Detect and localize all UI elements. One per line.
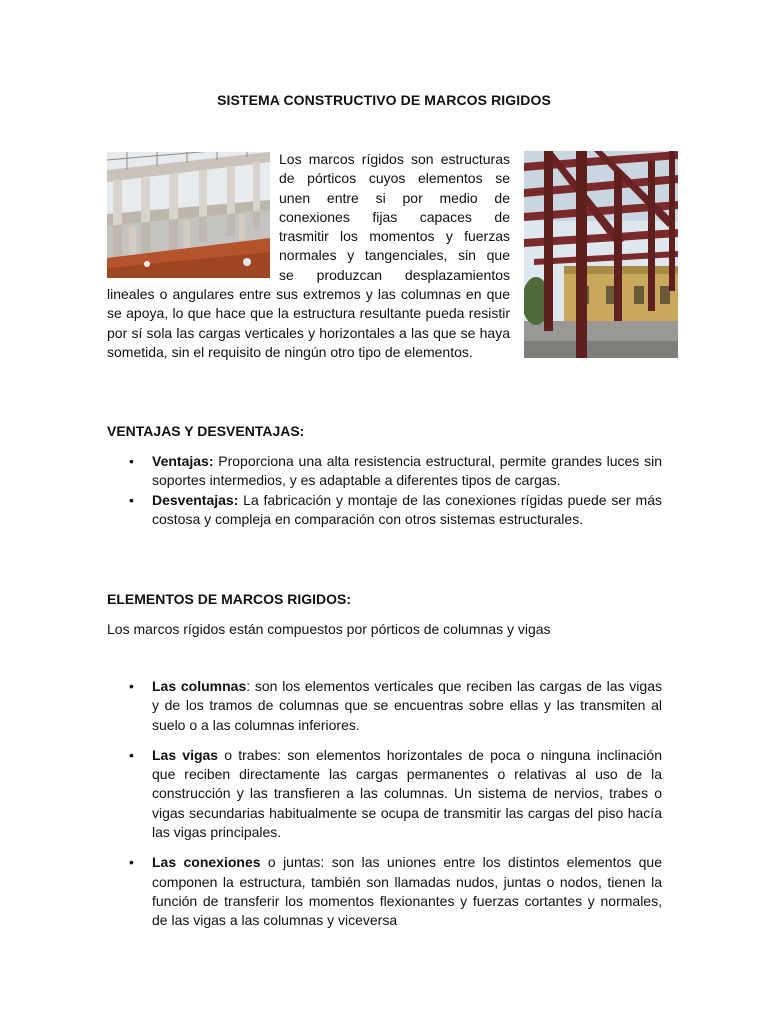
- intro-line: trasmitir los momentos y fuerzas: [279, 228, 510, 245]
- item-text: Proporciona una alta resistencia estructural, permite grandes luces sin soportes intermedios, y es adaptable a diferentes tipos de cargas.: [152, 453, 662, 489]
- elementos-list: [107, 677, 662, 942]
- item-term: Las vigas: [152, 746, 219, 763]
- intro-line: de pórticos cuyos elementos se: [279, 170, 510, 187]
- intro-line: se produzcan desplazamientos: [279, 266, 510, 283]
- intro-paragraph: [107, 150, 510, 362]
- list-item: [107, 853, 662, 930]
- intro-line: Los marcos rígidos son estructuras: [279, 151, 510, 167]
- bullet-icon: •: [129, 491, 134, 508]
- ventajas-heading: VENTAJAS Y DESVENTAJAS:: [107, 423, 305, 439]
- list-item: [107, 491, 662, 530]
- list-item: [107, 452, 662, 491]
- steel-frame-photo-icon: [524, 151, 678, 358]
- intro-line: conexiones fijas capaces de: [279, 208, 510, 225]
- item-text: o juntas: son las uniones entre los distintos elementos que componen la estructura, también son llamadas nudos, juntas o nodos, tienen la función de transferir los momentos flexionantes y fuerzas cortantes y normales, de las vigas a las columnas y viceversa: [152, 854, 662, 929]
- list-item: [107, 677, 662, 735]
- elementos-intro: Los marcos rígidos están compuestos por pórticos de columnas y vigas: [107, 621, 551, 637]
- intro-rest-text: lineales o angulares entre sus extremos y las columnas en que se apoya, lo que hace que la estructura resultante pueda resistir por sí sola las cargas verticales y horizontales a las que se haya sometida, sin el requisito de ningún otro tipo de elementos.: [107, 286, 510, 360]
- page-title: SISTEMA CONSTRUCTIVO DE MARCOS RIGIDOS: [217, 92, 551, 108]
- intro-line: unen entre si por medio de: [279, 189, 510, 206]
- item-text: La fabricación y montaje de las conexiones rígidas puede ser más costosa y compleja en comparación con otros sistemas estructurales.: [152, 491, 662, 527]
- intro-wrapped-lines: [279, 150, 510, 285]
- list-item: [107, 746, 662, 842]
- item-term: Las columnas: [152, 678, 247, 694]
- item-text: o trabes: son elementos horizontales de poca o ninguna inclinación que reciben directamente las cargas permanentes o relativas al uso de la construcción y las transfieren a las columnas. Un sistema de nervios, trabes o vigas secundarias habitualmente se ocupa de transmitir las cargas del piso hacía las vigas principales.: [152, 746, 662, 841]
- bullet-icon: •: [129, 453, 134, 469]
- bullet-icon: •: [129, 746, 134, 763]
- ventajas-list: [107, 452, 662, 529]
- item-term: Las conexiones: [152, 854, 261, 871]
- item-text: : son los elementos verticales que reciben las cargas de las vigas y de los tramos de columnas que se encuentras sobre ellas y las transmiten al suelo o a las columnas inferiores.: [152, 678, 662, 733]
- bullet-icon: •: [129, 854, 134, 871]
- item-term: Ventajas:: [152, 453, 214, 469]
- elementos-heading: ELEMENTOS DE MARCOS RIGIDOS:: [107, 591, 351, 607]
- item-term: Desventajas:: [152, 491, 239, 508]
- bullet-icon: •: [129, 678, 134, 694]
- intro-line: normales y tangenciales, sin que: [279, 247, 510, 264]
